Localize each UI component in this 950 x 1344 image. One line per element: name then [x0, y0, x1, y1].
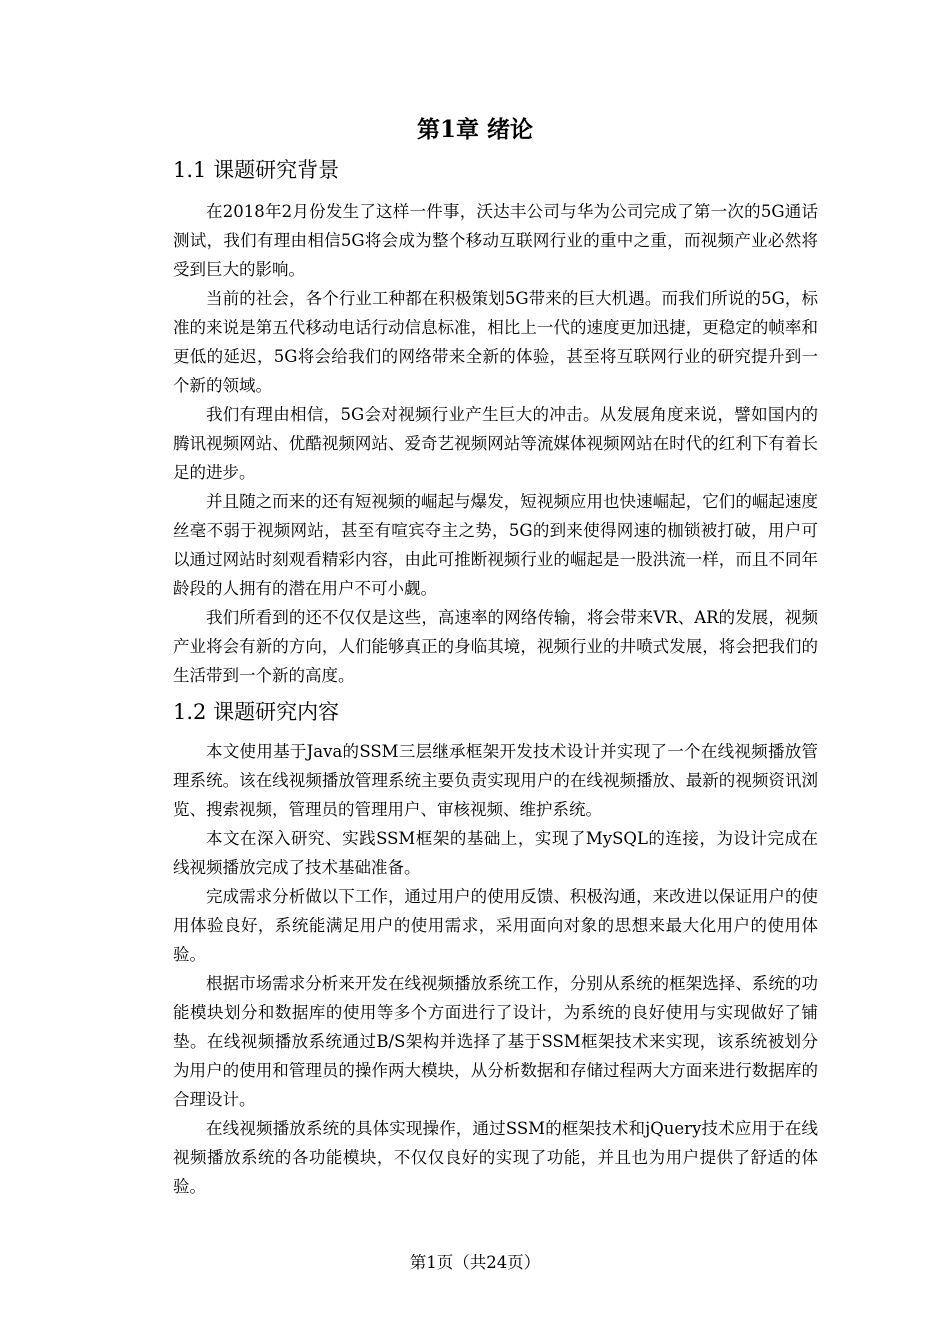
paragraph: 在线视频播放系统的具体实现操作，通过SSM的框架技术和jQuery技术应用于在线视频播放系统的各功能模块，不仅仅良好的实现了功能，并且也为用户提供了舒适的体验。: [173, 1119, 818, 1196]
section-heading-content: 1.2 课题研究内容: [173, 700, 340, 724]
paragraph: 本文使用基于Java的SSM三层继承框架开发技术设计并实现了一个在线视频播放管理系统。该在线视频播放管理系统主要负责实现用户的在线视频播放、最新的视频资讯浏览、搜索视频，管理员的管理用户、审核视频、维护系统。: [173, 742, 818, 819]
paragraph: 根据市场需求分析来开发在线视频播放系统工作，分别从系统的框架选择、系统的功能模块划分和数据库的使用等多个方面进行了设计，为系统的良好使用与实现做好了铺垫。在线视频播放系统通过B/S架构并选择了基于SSM框架技术来实现，该系统被划分为用户的使用和管理员的操作两大模块，从分析数据和存储过程两大方面来进行数据库的合理设计。: [173, 974, 818, 1109]
paragraph: 我们所看到的还不仅仅是这些，高速率的网络传输，将会带来VR、AR的发展，视频产业将会有新的方向，人们能够真正的身临其境，视频行业的井喷式发展，将会把我们的生活带到一个新的高度。: [173, 608, 818, 685]
section-body-background: [173, 197, 818, 690]
section-heading-background: 1.1 课题研究背景: [173, 158, 340, 182]
paragraph: 并且随之而来的还有短视频的崛起与爆发，短视频应用也快速崛起，它们的崛起速度丝毫不弱于视频网站，甚至有喧宾夺主之势，5G的到来使得网速的枷锁被打破，用户可以通过网站时刻观看精彩内容，由此可推断视频行业的崛起是一股洪流一样，而且不同年龄段的人拥有的潜在用户不可小觑。: [173, 492, 818, 598]
paragraph: 在2018年2月份发生了这样一件事，沃达丰公司与华为公司完成了第一次的5G通话测试，我们有理由相信5G将会成为整个移动互联网行业的重中之重，而视频产业必然将受到巨大的影响。: [173, 202, 818, 279]
section-body-content: [173, 737, 818, 1201]
chapter-title: 第1章 绪论: [416, 116, 533, 143]
paragraph: 当前的社会，各个行业工种都在积极策划5G带来的巨大机遇。而我们所说的5G，标准的来说是第五代移动电话行动信息标准，相比上一代的速度更加迅捷，更稳定的帧率和更低的延迟，5G将会给我们的网络带来全新的体验，甚至将互联网行业的研究提升到一个新的领域。: [173, 289, 818, 395]
paragraph: 我们有理由相信，5G会对视频行业产生巨大的冲击。从发展角度来说，譬如国内的腾讯视频网站、优酷视频网站、爱奇艺视频网站等流媒体视频网站在时代的红利下有着长足的进步。: [173, 405, 818, 482]
paragraph: 完成需求分析做以下工作，通过用户的使用反馈、积极沟通，来改进以保证用户的使用体验良好，系统能满足用户的使用需求，采用面向对象的思想来最大化用户的使用体验。: [173, 887, 818, 964]
page-footer: 第1页（共24页）: [409, 1253, 541, 1272]
paragraph: 本文在深入研究、实践SSM框架的基础上，实现了MySQL的连接，为设计完成在线视频播放完成了技术基础准备。: [173, 829, 818, 877]
